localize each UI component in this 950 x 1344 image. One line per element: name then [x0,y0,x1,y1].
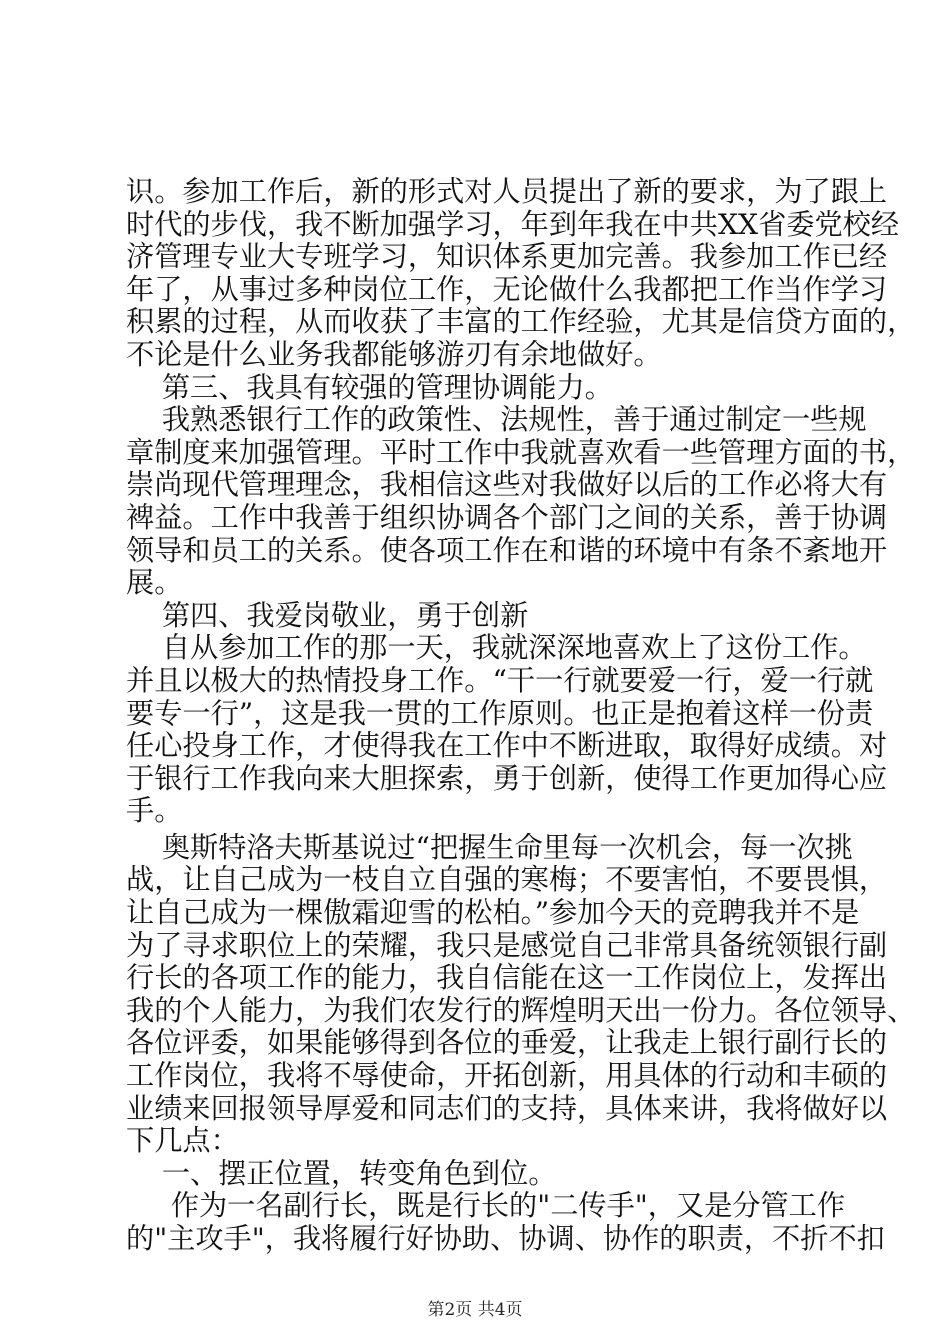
text-line: 章制度来加强管理。平时工作中我就喜欢看一些管理方面的书， [126,435,916,469]
text-line: 工作岗位，我将不辱使命，开拓创新，用具体的行动和丰硕的 [126,1059,888,1093]
text-line: 让自己成为一棵傲霜迎雪的松柏。”参加今天的竞聘我并不是 [126,896,860,930]
text-line: 年了，从事过多种岗位工作，无论做什么我都把工作当作学习 [126,272,888,306]
text-line: 崇尚现代管理理念，我相信这些对我做好以后的工作必将大有 [126,468,888,502]
text-line: 任心投身工作，才使得我在工作中不断进取，取得好成绩。对 [126,729,888,763]
text-line: 要专一行”，这是我一贯的工作原则。也正是抱着这样一份责 [126,696,874,730]
text-line: 的"主攻手"，我将履行好协助、协调、协作的职责，不折不扣 [126,1222,885,1255]
text-line: 裨益。工作中我善于组织协调各个部门之间的关系，善于协调 [126,500,888,534]
text-line: 行长的各项工作的能力，我自信能在这一工作岗位上，发挥出 [126,961,888,995]
page-number-footer: 第2页 共4页 [427,1300,523,1320]
text-line: 手。 [126,794,183,828]
section-heading: 第四、我爱岗敬业，勇于创新 [126,598,529,632]
body-text [126,175,916,1256]
text-line: 各位评委，如果能够得到各位的垂爱，让我走上银行副行长的 [126,1026,888,1060]
text-line: 下几点： [126,1124,239,1158]
text-line: 展。 [126,566,183,600]
text-line: 于银行工作我向来大胆探索，勇于创新，使得工作更加得心应 [126,761,888,795]
text-line: 识。参加工作后，新的形式对人员提出了新的要求，为了跟上 [126,175,888,208]
text-line: 我熟悉银行工作的政策性、法规性，善于通过制定一些规 [126,403,867,437]
text-line: 作为一名副行长，既是行长的"二传手"，又是分管工作 [126,1189,846,1223]
section-heading: 第三、我具有较强的管理协调能力。 [126,370,613,404]
text-line: 济管理专业大专班学习，知识体系更加完善。我参加工作已经 [126,240,888,274]
text-line: 时代的步伐，我不断加强学习，年到年我在中共XX省委党校经 [126,207,900,241]
text-line: 自从参加工作的那一天，我就深深地喜欢上了这份工作。 [126,631,867,665]
text-line: 积累的过程，从而收获了丰富的工作经验，尤其是信贷方面的， [126,305,916,339]
text-line: 我的个人能力，为我们农发行的辉煌明天出一份力。各位领导、 [126,993,916,1027]
text-line: 领导和员工的关系。使各项工作在和谐的环境中有条不紊地开 [126,533,888,567]
text-line: 不论是什么业务我都能够游刃有余地做好。 [126,337,662,371]
text-line: 业绩来回报领导厚爱和同志们的支持，具体来讲，我将做好以 [126,1091,888,1125]
section-heading: 一、摆正位置，转变角色到位。 [126,1156,557,1190]
text-line: 战，让自己成为一枝自立自强的寒梅；不要害怕，不要畏惧， [126,863,888,897]
text-line: 并且以极大的热情投身工作。“干一行就要爱一行，爱一行就 [126,663,874,697]
text-line: 为了寻求职位上的荣耀，我只是感觉自己非常具备统领银行副 [126,928,888,962]
text-line: 奥斯特洛夫斯基说过“把握生命里每一次机会，每一次挑 [126,830,853,864]
